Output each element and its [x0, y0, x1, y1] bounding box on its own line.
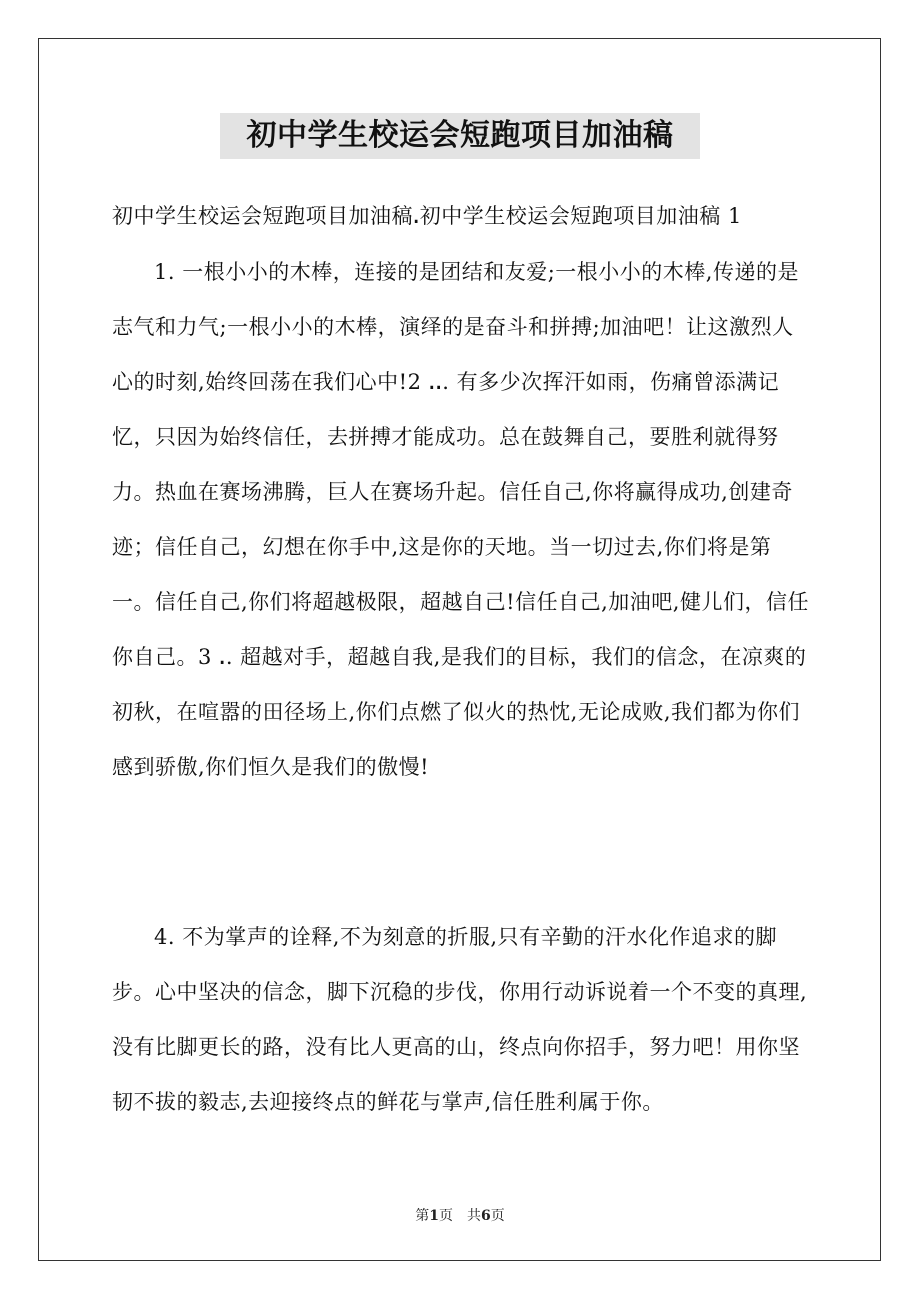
footer-total-suffix: 页 [490, 1208, 505, 1224]
footer-page-number: 1 [429, 1208, 439, 1224]
page-footer [0, 1206, 920, 1226]
subtitle-line: 初中学生校运会短跑项目加油稿ꓸ初中学生校运会短跑项目加油稿 1 [112, 204, 742, 228]
paragraph-2: 4. 不为掌声的诠释,不为刻意的折服,只有辛勤的汗水化作追求的脚步。心中坚决的信念，脚下沉稳的步伐，你用行动诉说着一个不变的真理,没有比脚更长的路，没有比人更高的山，终点向你招手，努力吧！用你坚韧不拔的毅志,去迎接终点的鲜花与掌声,信任胜利属于你。 [112, 925, 808, 1114]
footer-total-prefix: 共 [467, 1208, 481, 1224]
footer-total-pages: 6 [481, 1208, 491, 1224]
paragraph-1: 1. 一根小小的木棒，连接的是团结和友爱;一根小小的木棒,传递的是志气和力气;一根小小的木棒，演绎的是奋斗和拼搏;加油吧！让这激烈人心的时刻,始终回荡在我们心中!2 ꓸꓸ. 有多少次挥汗如雨，伤痛曾添满记忆，只因为始终信任，去拼搏才能成功。总在鼓舞自己，要胜利就得努力。热血在赛场沸腾，巨人在赛场升起。信任自己,你将赢得成功,创建奇迹；信任自己，幻想在你手中,这是你的天地。当一切过去,你们将是第一。信任自己,你们将超越极限，超越自己!信任自己,加油吧,健儿们，信任你自己。3 ꓸ. 超越对手，超越自我,是我们的目标，我们的信念，在凉爽的初秋，在喧嚣的田径场上,你们点燃了似火的热忱,无论成败,我们都为你们感到骄傲,你们恒久是我们的傲慢! [112, 260, 809, 779]
footer-page-suffix: 页 [439, 1208, 453, 1224]
document-title: 初中学生校运会短跑项目加油稿 [220, 113, 700, 159]
footer-page-prefix: 第 [415, 1208, 430, 1224]
